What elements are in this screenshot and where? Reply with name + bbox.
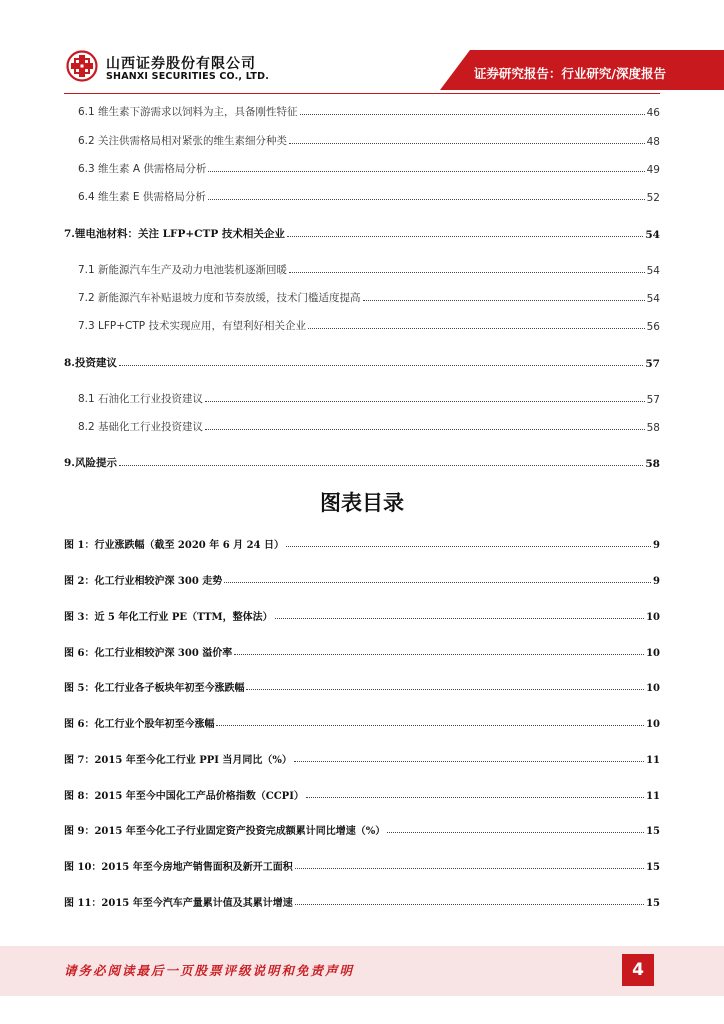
toc-entry[interactable] — [78, 189, 660, 204]
header-divider — [64, 93, 660, 94]
company-name-cn: 山西证券股份有限公司 — [106, 56, 256, 72]
toc-leader — [363, 300, 645, 301]
toc-entry-title: 7.1 新能源汽车生产及动力电池装机逐渐回暖 — [78, 264, 288, 276]
toc-entry[interactable] — [78, 104, 660, 119]
toc-entry[interactable] — [78, 391, 660, 406]
footer-disclaimer: 请务必阅读最后一页股票评级说明和免责声明 — [64, 963, 355, 978]
page-footer — [0, 946, 724, 996]
figure-entry[interactable] — [64, 715, 660, 730]
toc-entry[interactable] — [78, 161, 660, 176]
toc-leader — [205, 401, 645, 402]
toc-leader — [387, 832, 644, 833]
toc-entry-title: 6.3 维生素 A 供需格局分析 — [78, 163, 207, 175]
toc-entry[interactable] — [78, 318, 660, 333]
figure-entry[interactable] — [64, 894, 660, 909]
toc-leader — [286, 546, 651, 547]
toc-entry-page: 58 — [646, 422, 660, 434]
figure-entry-page: 10 — [646, 683, 660, 694]
toc-chapter[interactable] — [64, 455, 660, 470]
figure-entry-title: 图 1：行业涨跌幅（截至 2020 年 6 月 24 日） — [64, 540, 285, 551]
figure-entry[interactable] — [64, 536, 660, 551]
figure-entry-title: 图 7：2015 年至今化工行业 PPI 当月同比（%） — [64, 755, 292, 766]
toc-entry-page: 49 — [646, 164, 660, 176]
toc-chapter-title: 7.锂电池材料：关注 LFP+CTP 技术相关企业 — [64, 228, 285, 240]
figure-entry-page: 15 — [646, 826, 660, 837]
toc-entry-page: 46 — [646, 107, 660, 119]
report-type-label: 证券研究报告：行业研究/深度报告 — [473, 66, 666, 81]
figure-entry[interactable] — [64, 822, 660, 837]
figure-entry-page: 10 — [646, 719, 660, 730]
toc-entry-page: 54 — [646, 293, 660, 305]
toc-entry-title: 8.1 石油化工行业投资建议 — [78, 393, 204, 405]
toc-leader — [224, 582, 651, 583]
toc-leader — [295, 868, 644, 869]
toc-leader — [275, 618, 644, 619]
toc-leader — [287, 236, 644, 237]
figure-entry-page: 11 — [646, 791, 660, 802]
figure-entry[interactable] — [64, 679, 660, 694]
toc-chapter[interactable] — [64, 226, 660, 241]
toc-entry-title: 7.3 LFP+CTP 技术实现应用，有望利好相关企业 — [78, 320, 306, 332]
figure-entry[interactable] — [64, 751, 660, 766]
figure-entry-title: 图 8：2015 年至今中国化工产品价格指数（CCPI） — [64, 791, 304, 802]
figure-entry-page: 10 — [646, 648, 660, 659]
figure-entry[interactable] — [64, 608, 660, 623]
toc-leader — [294, 761, 644, 762]
figure-entry-title: 图 5：化工行业各子板块年初至今涨跌幅 — [64, 683, 245, 694]
toc-entry-page: 57 — [646, 394, 660, 406]
toc-entry-page: 52 — [646, 192, 660, 204]
toc-entry[interactable] — [78, 133, 660, 148]
company-logo-icon — [66, 50, 98, 82]
toc-chapter-title: 9.风险提示 — [64, 457, 117, 469]
figure-entry-page: 10 — [646, 612, 660, 623]
toc-leader — [208, 171, 644, 172]
toc-chapter-page: 57 — [645, 358, 660, 370]
toc-entry-title: 7.2 新能源汽车补贴退坡力度和节奏放缓，技术门槛适度提高 — [78, 292, 361, 304]
figure-entry-title: 图 9：2015 年至今化工子行业固定资产投资完成额累计同比增速（%） — [64, 826, 386, 837]
toc-leader — [308, 328, 645, 329]
figure-entry-title: 图 11：2015 年至今汽车产量累计值及其累计增速 — [64, 898, 293, 909]
toc-entry-title: 6.4 维生素 E 供需格局分析 — [78, 191, 206, 203]
figure-entry-page: 9 — [653, 540, 660, 551]
toc-leader — [289, 272, 645, 273]
toc-chapter-title: 8.投资建议 — [64, 357, 117, 369]
figure-entry[interactable] — [64, 858, 660, 873]
figure-entry[interactable] — [64, 787, 660, 802]
figure-entry[interactable] — [64, 644, 660, 659]
toc-entry[interactable] — [78, 419, 660, 434]
toc-chapter-page: 54 — [645, 229, 660, 241]
toc-leader — [295, 904, 644, 905]
figure-entry[interactable] — [64, 572, 660, 587]
toc-entry-page: 48 — [646, 136, 660, 148]
toc-leader — [205, 429, 645, 430]
toc-entry-title: 6.2 关注供需格局相对紧张的维生素细分种类 — [78, 135, 288, 147]
figure-entry-page: 15 — [646, 898, 660, 909]
toc-leader — [216, 725, 644, 726]
toc-entry-page: 56 — [646, 321, 660, 333]
toc-entry[interactable] — [78, 290, 660, 305]
figure-entry-page: 9 — [653, 576, 660, 587]
toc-entry-title: 6.1 维生素下游需求以饲料为主，具备刚性特征 — [78, 106, 298, 118]
toc-leader — [300, 114, 645, 115]
toc-entry-title: 8.2 基础化工行业投资建议 — [78, 421, 204, 433]
toc-chapter-page: 58 — [645, 458, 660, 470]
figure-entry-title: 图 2：化工行业相较沪深 300 走势 — [64, 576, 223, 587]
figure-entry-title: 图 6：化工行业相较沪深 300 溢价率 — [64, 648, 233, 659]
figure-entry-title: 图 10：2015 年至今房地产销售面积及新开工面积 — [64, 862, 293, 873]
toc-leader — [208, 199, 645, 200]
toc-leader — [246, 689, 644, 690]
figure-entry-title: 图 6：化工行业个股年初至今涨幅 — [64, 719, 215, 730]
figure-toc-heading: 图表目录 — [320, 491, 404, 515]
toc-leader — [306, 797, 644, 798]
toc-entry-page: 54 — [646, 265, 660, 277]
toc-chapter[interactable] — [64, 355, 660, 370]
figure-entry-title: 图 3：近 5 年化工行业 PE（TTM，整体法） — [64, 612, 273, 623]
toc-leader — [119, 365, 643, 366]
toc-leader — [119, 465, 643, 466]
figure-entry-page: 11 — [646, 755, 660, 766]
page-header — [0, 0, 724, 100]
toc-leader — [234, 654, 644, 655]
toc-leader — [289, 143, 645, 144]
company-name-en: SHANXI SECURITIES CO., LTD. — [106, 71, 270, 82]
figure-entry-page: 15 — [646, 862, 660, 873]
toc-entry[interactable] — [78, 262, 660, 277]
page-number: 4 — [622, 954, 654, 986]
